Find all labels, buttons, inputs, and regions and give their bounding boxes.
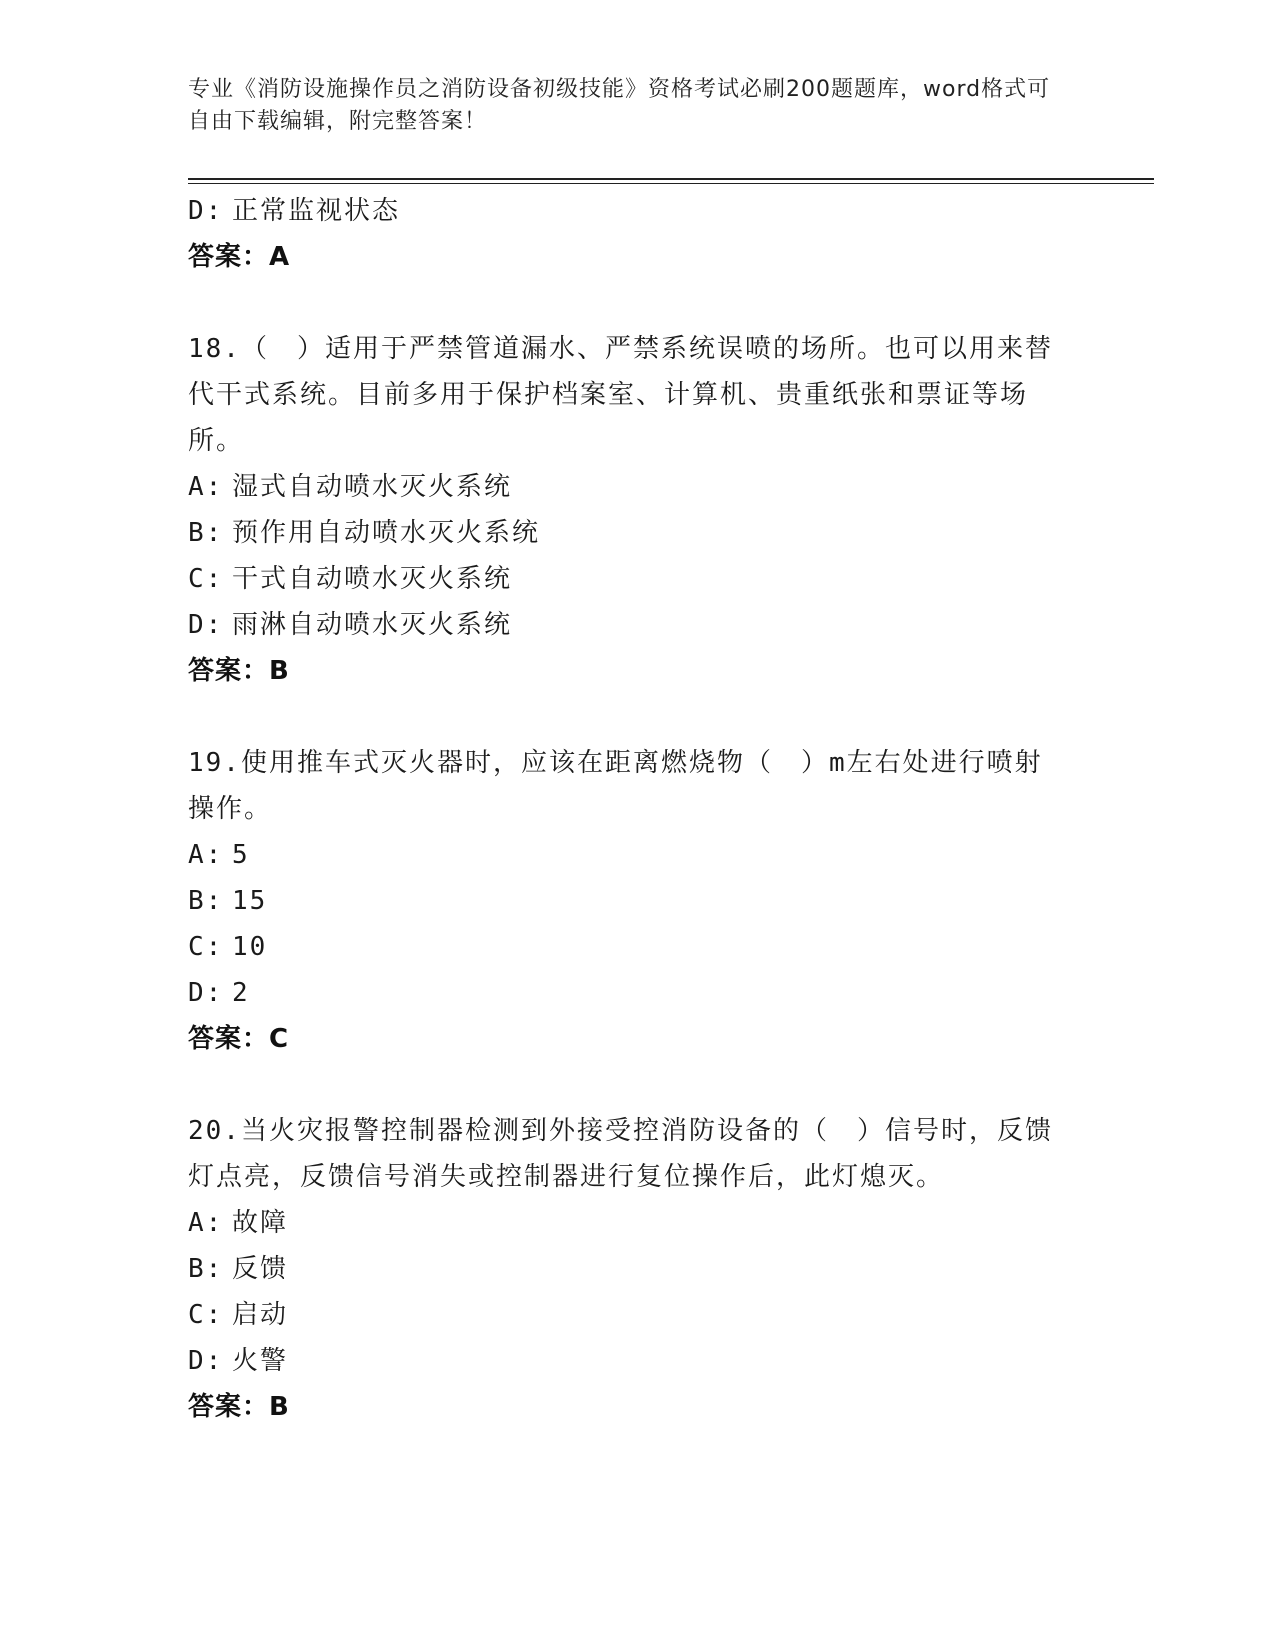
question-18-option-b [188, 510, 1088, 556]
question-19-answer: 答案：C [188, 1024, 290, 1054]
option-text: 正常监视状态 [232, 196, 401, 226]
question-20-option-a [188, 1200, 1088, 1246]
question-20-answer: 答案：B [188, 1392, 290, 1422]
option-label: C: [188, 1300, 224, 1330]
option-label: A: [188, 1208, 224, 1238]
question-18-option-a [188, 464, 1088, 510]
question-19-option-c [188, 924, 1088, 970]
option-label: D: [188, 1346, 224, 1376]
spacer [188, 1062, 1088, 1108]
option-label: C: [188, 564, 224, 594]
option-label: D: [188, 196, 224, 226]
question-20-option-d [188, 1338, 1088, 1384]
option-text: 2 [232, 978, 250, 1008]
option-label: B: [188, 886, 224, 916]
question-20-option-c [188, 1292, 1088, 1338]
prev-answer: 答案：A [188, 242, 291, 272]
spacer [188, 694, 1088, 740]
option-label: A: [188, 472, 224, 502]
option-text: 预作用自动喷水灭火系统 [232, 518, 541, 548]
option-label: B: [188, 1254, 224, 1284]
header-rule-thick [188, 178, 1154, 180]
option-label: D: [188, 978, 224, 1008]
option-text: 雨淋自动喷水灭火系统 [232, 610, 513, 640]
option-label: D: [188, 610, 224, 640]
question-19-stem: 19.使用推车式灭火器时，应该在距离燃烧物（ ）m左右处进行喷射操作。 [188, 748, 1043, 824]
question-19-option-d [188, 970, 1088, 1016]
option-text: 故障 [232, 1208, 289, 1238]
option-text: 15 [232, 886, 268, 916]
question-19-option-a [188, 832, 1088, 878]
option-text: 启动 [232, 1300, 289, 1330]
option-label: A: [188, 840, 224, 870]
question-content [188, 188, 1088, 1430]
option-text: 湿式自动喷水灭火系统 [232, 472, 513, 502]
question-19-option-b [188, 878, 1088, 924]
option-label: C: [188, 932, 224, 962]
document-header: 专业《消防设施操作员之消防设备初级技能》资格考试必刷200题题库，word格式可自由下载编辑，附完整答案！ [188, 77, 1051, 134]
question-18-option-d [188, 602, 1088, 648]
question-18-option-c [188, 556, 1088, 602]
header-rule-thin [188, 183, 1154, 184]
option-text: 5 [232, 840, 250, 870]
option-text: 10 [232, 932, 268, 962]
option-text: 反馈 [232, 1254, 289, 1284]
option-text: 火警 [232, 1346, 289, 1376]
question-20-stem: 20.当火灾报警控制器检测到外接受控消防设备的（ ）信号时，反馈灯点亮，反馈信号消失或控制器进行复位操作后，此灯熄灭。 [188, 1116, 1053, 1192]
option-label: B: [188, 518, 224, 548]
question-20-option-b [188, 1246, 1088, 1292]
prev-option-d [188, 188, 1088, 234]
question-18-answer: 答案：B [188, 656, 290, 686]
spacer [188, 280, 1088, 326]
option-text: 干式自动喷水灭火系统 [232, 564, 513, 594]
question-18-stem: 18.（ ）适用于严禁管道漏水、严禁系统误喷的场所。也可以用来替代干式系统。目前多用于保护档案室、计算机、贵重纸张和票证等场所。 [188, 334, 1053, 456]
